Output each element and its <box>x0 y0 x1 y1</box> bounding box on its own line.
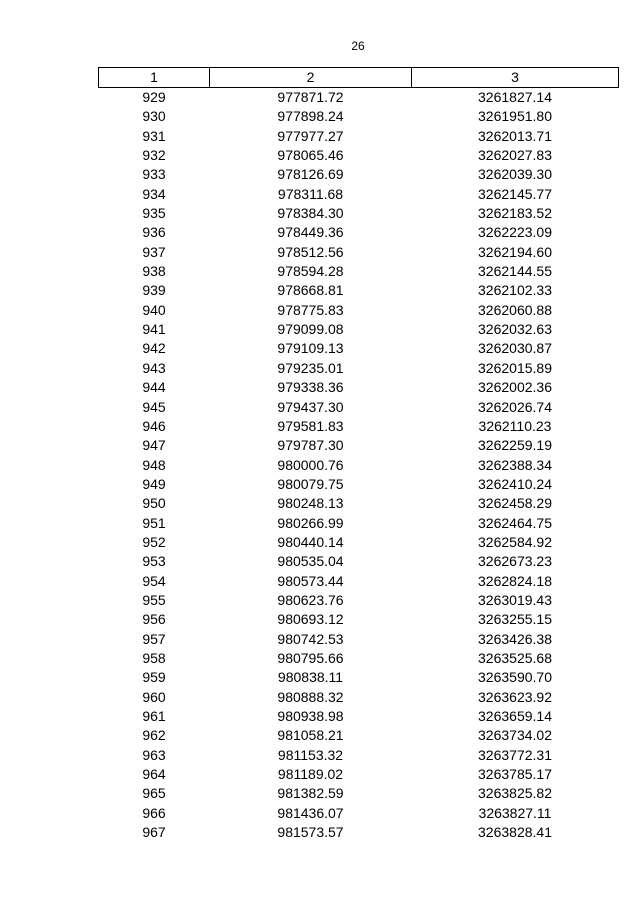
y-coordinate-cell: 3263019.43 <box>478 591 552 608</box>
x-coordinate-cell: 977871.72 <box>277 89 344 105</box>
x-coordinate-cell: 978668.81 <box>277 282 344 299</box>
table-row <box>99 301 619 320</box>
point-number-cell: 967 <box>142 824 166 841</box>
x-coordinate-cell: 981436.07 <box>277 804 344 821</box>
table-row <box>99 804 619 823</box>
table-row <box>99 784 619 803</box>
table-row <box>99 107 619 126</box>
table-row <box>99 417 619 436</box>
x-coordinate-cell: 979099.08 <box>277 321 344 338</box>
table-row <box>99 494 619 513</box>
x-coordinate-cell: 978384.30 <box>277 205 344 222</box>
table-row <box>99 514 619 533</box>
x-coordinate-cell: 980000.76 <box>277 456 344 473</box>
point-number-cell: 955 <box>142 591 166 608</box>
point-number-cell: 943 <box>142 359 166 376</box>
y-coordinate-cell: 3263734.02 <box>478 727 552 744</box>
y-coordinate-cell: 3262183.52 <box>478 205 552 222</box>
point-number-cell: 960 <box>142 688 166 705</box>
point-number-cell: 938 <box>142 263 166 280</box>
y-coordinate-cell: 3262458.29 <box>478 495 552 512</box>
point-number-cell: 958 <box>142 649 166 666</box>
table-row <box>99 533 619 552</box>
y-coordinate-cell: 3262060.88 <box>478 301 552 318</box>
table-row <box>99 456 619 475</box>
table-row <box>99 88 619 108</box>
table-row <box>99 320 619 339</box>
table-row <box>99 262 619 281</box>
point-number-cell: 949 <box>142 475 166 492</box>
table-row <box>99 746 619 765</box>
y-coordinate-cell: 3263659.14 <box>478 708 552 724</box>
y-coordinate-cell: 3263426.38 <box>478 630 552 647</box>
y-coordinate-cell: 3262030.87 <box>478 340 552 357</box>
table-row <box>99 127 619 146</box>
x-coordinate-cell: 980838.11 <box>277 669 344 686</box>
y-coordinate-cell: 3262194.60 <box>478 243 552 260</box>
point-number-cell: 941 <box>142 321 166 338</box>
point-number-cell: 940 <box>142 301 166 318</box>
y-coordinate-cell: 3262002.36 <box>478 379 552 396</box>
point-number-cell: 942 <box>142 340 166 357</box>
y-coordinate-cell: 3263590.70 <box>478 669 552 686</box>
x-coordinate-cell: 979437.30 <box>277 398 344 415</box>
table-row <box>99 668 619 687</box>
point-number-cell: 933 <box>142 166 166 183</box>
point-number-cell: 946 <box>142 417 166 434</box>
y-coordinate-cell: 3262027.83 <box>478 147 552 164</box>
point-number-cell: 935 <box>142 205 166 222</box>
point-number-cell: 948 <box>142 456 166 473</box>
y-coordinate-cell: 3263827.11 <box>478 804 552 821</box>
table-row <box>99 204 619 223</box>
x-coordinate-cell: 978594.28 <box>277 263 344 280</box>
table-row <box>99 823 619 842</box>
table-body <box>99 88 619 843</box>
x-coordinate-cell: 978311.68 <box>277 185 344 202</box>
column-header-x: 2 <box>210 68 412 88</box>
x-coordinate-cell: 981573.57 <box>277 824 344 841</box>
x-coordinate-cell: 980888.32 <box>277 688 344 705</box>
point-number-cell: 963 <box>142 746 166 763</box>
y-coordinate-cell: 3262110.23 <box>478 417 552 434</box>
table-row <box>99 223 619 242</box>
table-row <box>99 765 619 784</box>
y-coordinate-cell: 3263255.15 <box>478 611 552 628</box>
point-number-cell: 950 <box>142 495 166 512</box>
y-coordinate-cell: 3262584.92 <box>478 533 552 550</box>
table-row <box>99 688 619 707</box>
point-number-cell: 966 <box>142 804 166 821</box>
column-header-y: 3 <box>412 68 619 88</box>
table-row <box>99 610 619 629</box>
x-coordinate-cell: 977898.24 <box>277 108 344 125</box>
table-row <box>99 630 619 649</box>
coordinate-table <box>98 67 619 842</box>
table-row <box>99 378 619 397</box>
point-number-cell: 962 <box>142 727 166 744</box>
table-row <box>99 165 619 184</box>
y-coordinate-cell: 3263825.82 <box>478 785 552 802</box>
y-coordinate-cell: 3262824.18 <box>478 572 552 589</box>
point-number-cell: 954 <box>142 572 166 589</box>
table-row <box>99 339 619 358</box>
table-header-row <box>99 68 619 88</box>
x-coordinate-cell: 980266.99 <box>277 514 344 531</box>
point-number-cell: 947 <box>142 437 166 454</box>
y-coordinate-cell: 3261951.80 <box>478 108 552 125</box>
y-coordinate-cell: 3262673.23 <box>478 553 552 570</box>
x-coordinate-cell: 980573.44 <box>277 572 344 589</box>
point-number-cell: 957 <box>142 630 166 647</box>
point-number-cell: 953 <box>142 553 166 570</box>
x-coordinate-cell: 979581.83 <box>277 417 344 434</box>
x-coordinate-cell: 980623.76 <box>277 591 344 608</box>
x-coordinate-cell: 980742.53 <box>277 630 344 647</box>
y-coordinate-cell: 3263785.17 <box>478 766 552 783</box>
x-coordinate-cell: 980248.13 <box>277 495 344 512</box>
table-row <box>99 475 619 494</box>
point-number-cell: 944 <box>142 379 166 396</box>
x-coordinate-cell: 981058.21 <box>277 727 344 744</box>
point-number-cell: 932 <box>142 147 166 164</box>
x-coordinate-cell: 981382.59 <box>277 785 344 802</box>
page-number: 26 <box>351 39 365 53</box>
point-number-cell: 951 <box>142 514 166 531</box>
table-row <box>99 591 619 610</box>
x-coordinate-cell: 979787.30 <box>277 437 344 454</box>
y-coordinate-cell: 3262102.33 <box>478 282 552 299</box>
x-coordinate-cell: 978449.36 <box>277 224 344 241</box>
point-number-cell: 952 <box>142 533 166 550</box>
point-number-cell: 945 <box>142 398 166 415</box>
point-number-cell: 936 <box>142 224 166 241</box>
point-number-cell: 964 <box>142 766 166 783</box>
column-header-number: 1 <box>99 68 210 88</box>
y-coordinate-cell: 3262039.30 <box>478 166 552 183</box>
x-coordinate-cell: 979235.01 <box>277 359 344 376</box>
x-coordinate-cell: 980938.98 <box>277 708 344 724</box>
x-coordinate-cell: 980535.04 <box>277 553 344 570</box>
x-coordinate-cell: 980079.75 <box>277 475 344 492</box>
x-coordinate-cell: 980795.66 <box>277 649 344 666</box>
point-number-cell: 961 <box>142 708 166 724</box>
x-coordinate-cell: 981189.02 <box>277 766 344 783</box>
x-coordinate-cell: 978775.83 <box>277 301 344 318</box>
x-coordinate-cell: 981153.32 <box>277 746 344 763</box>
y-coordinate-cell: 3262013.71 <box>478 127 552 144</box>
y-coordinate-cell: 3262223.09 <box>478 224 552 241</box>
y-coordinate-cell: 3262388.34 <box>478 456 552 473</box>
y-coordinate-cell: 3262026.74 <box>478 398 552 415</box>
y-coordinate-cell: 3262032.63 <box>478 321 552 338</box>
point-number-cell: 934 <box>142 185 166 202</box>
point-number-cell: 959 <box>142 669 166 686</box>
table-row <box>99 359 619 378</box>
y-coordinate-cell: 3262259.19 <box>478 437 552 454</box>
table-row <box>99 552 619 571</box>
x-coordinate-cell: 980440.14 <box>277 533 344 550</box>
table-row <box>99 398 619 417</box>
x-coordinate-cell: 978512.56 <box>277 243 344 260</box>
point-number-cell: 937 <box>142 243 166 260</box>
point-number-cell: 931 <box>142 127 166 144</box>
x-coordinate-cell: 977977.27 <box>277 127 344 144</box>
y-coordinate-cell: 3263525.68 <box>478 649 552 666</box>
y-coordinate-cell: 3263772.31 <box>478 746 552 763</box>
point-number-cell: 930 <box>142 108 166 125</box>
table-row <box>99 707 619 726</box>
y-coordinate-cell: 3262144.55 <box>478 263 552 280</box>
y-coordinate-cell: 3263828.41 <box>478 824 552 841</box>
table-row <box>99 281 619 300</box>
x-coordinate-cell: 979338.36 <box>277 379 344 396</box>
table-row <box>99 436 619 455</box>
point-number-cell: 929 <box>142 89 166 105</box>
point-number-cell: 965 <box>142 785 166 802</box>
table-row <box>99 649 619 668</box>
x-coordinate-cell: 978126.69 <box>277 166 344 183</box>
y-coordinate-cell: 3262145.77 <box>478 185 552 202</box>
y-coordinate-cell: 3263623.92 <box>478 688 552 705</box>
table-row <box>99 185 619 204</box>
y-coordinate-cell: 3262410.24 <box>478 475 552 492</box>
table-row <box>99 572 619 591</box>
y-coordinate-cell: 3262464.75 <box>478 514 552 531</box>
table-row <box>99 146 619 165</box>
point-number-cell: 956 <box>142 611 166 628</box>
x-coordinate-cell: 980693.12 <box>277 611 344 628</box>
x-coordinate-cell: 979109.13 <box>277 340 344 357</box>
y-coordinate-cell: 3261827.14 <box>478 89 552 105</box>
table-row <box>99 243 619 262</box>
table-row <box>99 726 619 745</box>
y-coordinate-cell: 3262015.89 <box>478 359 552 376</box>
x-coordinate-cell: 978065.46 <box>277 147 344 164</box>
point-number-cell: 939 <box>142 282 166 299</box>
